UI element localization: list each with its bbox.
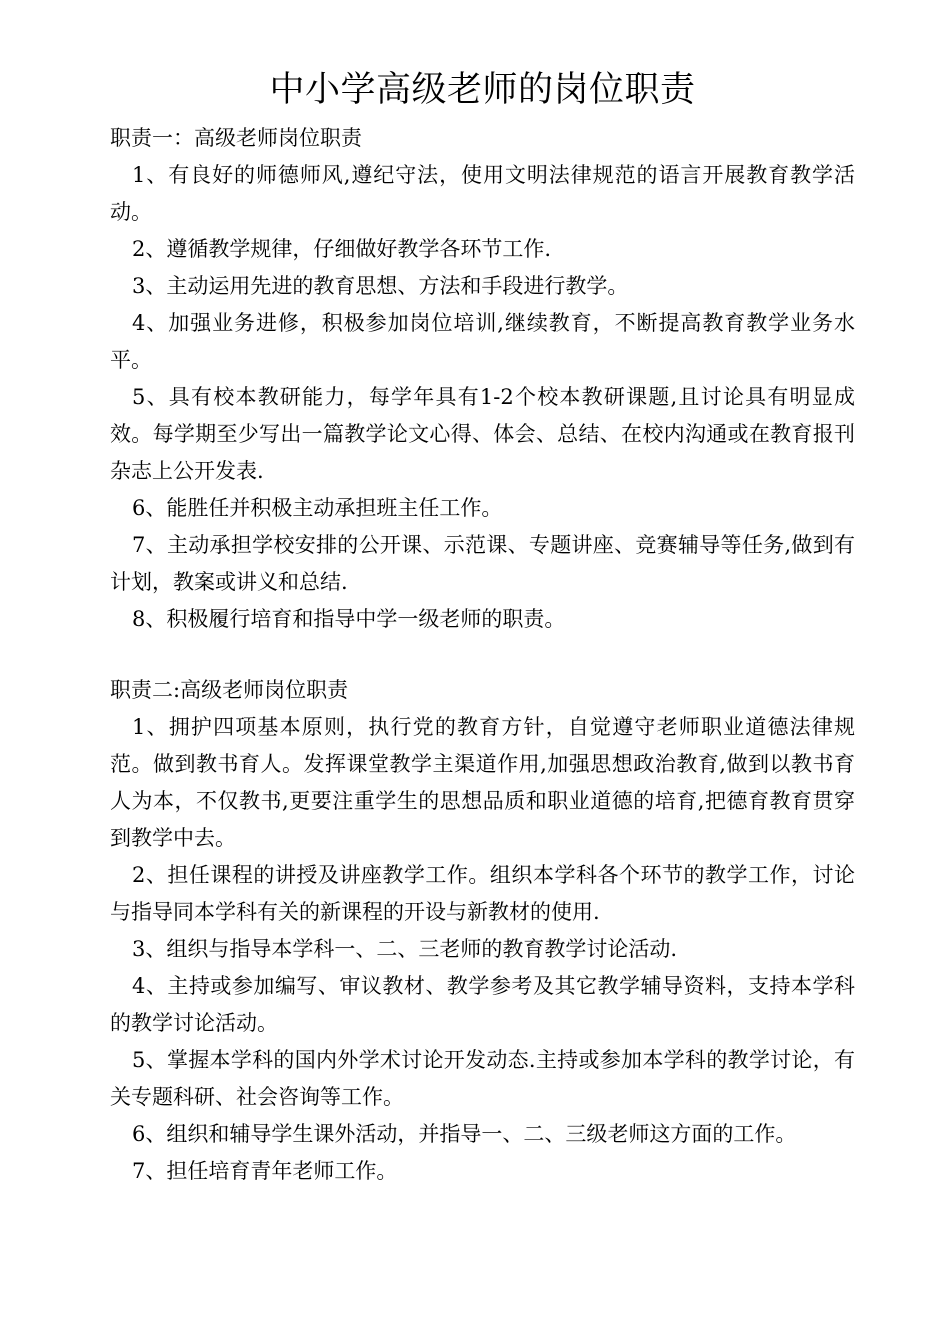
document-page xyxy=(110,62,855,1190)
duty-item: 5、掌握本学科的国内外学术讨论开发动态.主持或参加本学科的教学讨论，有关专题科研、社会咨询等工作。 xyxy=(110,1048,855,1109)
duty-item: 5、具有校本教研能力，每学年具有1-2个校本教研课题,且讨论具有明显成效。每学期至少写出一篇教学论文心得、体会、总结、在校内沟通或在教育报刊杂志上公开发表. xyxy=(110,385,855,483)
duty-item: 7、主动承担学校安排的公开课、示范课、专题讲座、竞赛辅导等任务,做到有计划，教案或讲义和总结. xyxy=(110,533,855,594)
section-two xyxy=(110,672,855,1190)
duty-item: 2、担任课程的讲授及讲座教学工作。组织本学科各个环节的教学工作，讨论与指导同本学科有关的新课程的开设与新教材的使用. xyxy=(110,863,855,924)
document-title: 中小学高级老师的岗位职责 xyxy=(269,70,696,110)
duty-item: 3、组织与指导本学科一、二、三老师的教育教学讨论活动. xyxy=(132,937,678,961)
section-heading: 职责二:高级老师岗位职责 xyxy=(110,678,349,702)
duty-item: 3、主动运用先进的教育思想、方法和手段进行教学。 xyxy=(132,274,629,298)
duty-item: 6、组织和辅导学生课外活动，并指导一、二、三级老师这方面的工作。 xyxy=(132,1122,797,1146)
duty-item: 4、主持或参加编写、审议教材、教学参考及其它教学辅导资料，支持本学科的教学讨论活动。 xyxy=(110,974,855,1035)
duty-item: 4、加强业务进修，积极参加岗位培训,继续教育，不断提高教育教学业务水平。 xyxy=(110,311,855,372)
duty-item: 7、担任培育青年老师工作。 xyxy=(132,1159,398,1183)
duty-item: 6、能胜任并积极主动承担班主任工作。 xyxy=(132,496,503,520)
section-one xyxy=(110,120,855,638)
duty-item: 1、有良好的师德师风,遵纪守法，使用文明法律规范的语言开展教育教学活动。 xyxy=(110,163,855,224)
section-spacer xyxy=(110,638,855,672)
duty-item: 1、拥护四项基本原则，执行党的教育方针，自觉遵守老师职业道德法律规范。做到教书育人。发挥课堂教学主渠道作用,加强思想政治教育,做到以教书育人为本，不仅教书,更要注重学生的思想品质和职业道德的培育,把德育教育贯穿到教学中去。 xyxy=(110,715,855,850)
duty-item: 2、遵循教学规律，仔细做好教学各环节工作. xyxy=(132,237,552,261)
section-heading: 职责一：高级老师岗位职责 xyxy=(110,126,362,150)
duty-item: 8、积极履行培育和指导中学一级老师的职责。 xyxy=(132,607,566,631)
